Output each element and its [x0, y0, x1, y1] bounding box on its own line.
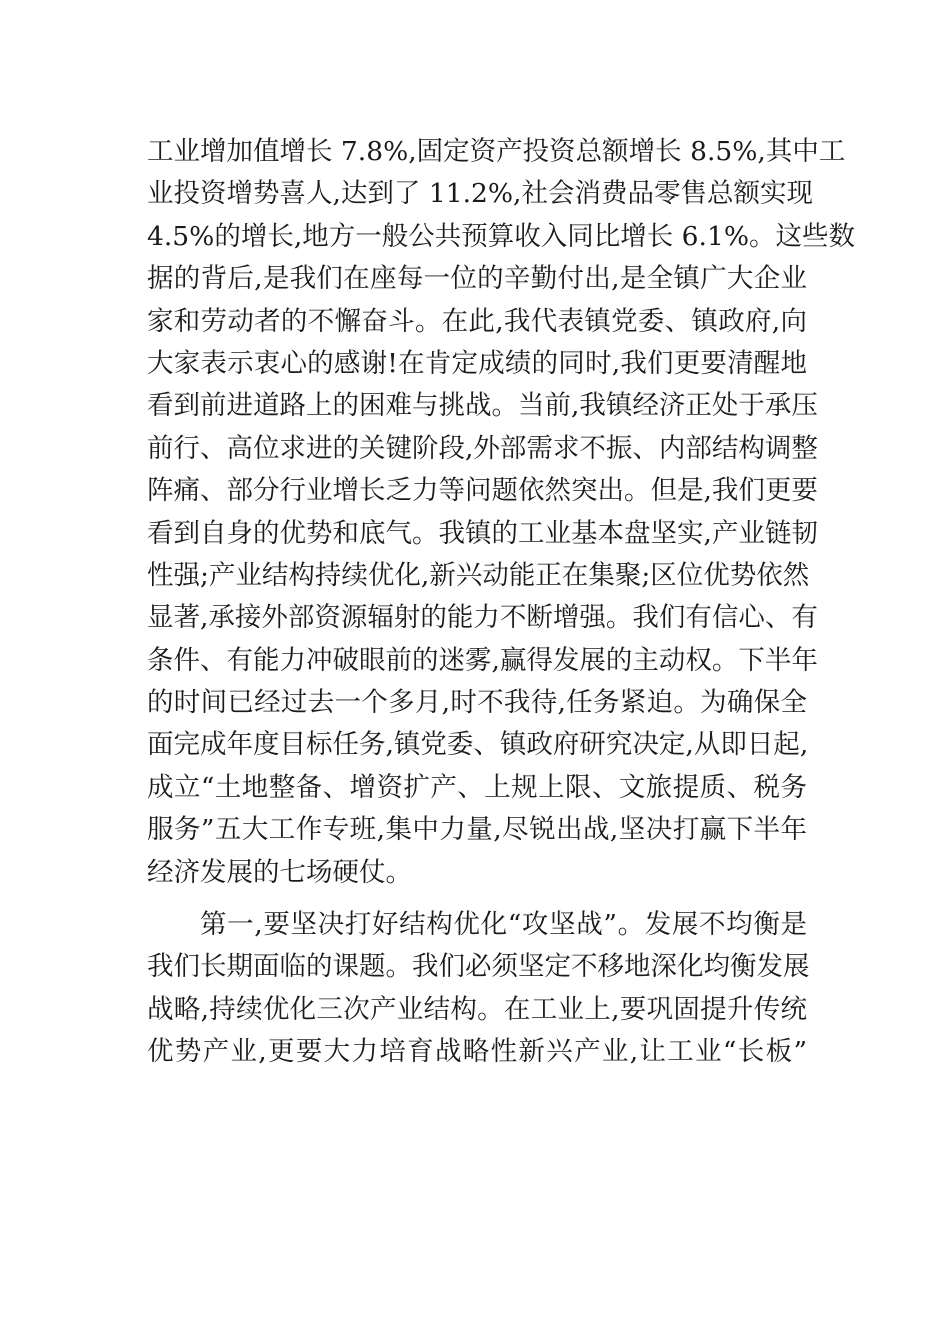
text-line: 看到前进道路上的困难与挑战。当前,我镇经济正处于承压: [147, 390, 818, 422]
text-line: 我们长期面临的课题。我们必须坚定不移地深化均衡发展: [147, 951, 810, 983]
text-line: 经济发展的七场硬仗。: [147, 856, 412, 888]
text-line: 性强;产业结构持续优化,新兴动能正在集聚;区位优势依然: [147, 559, 810, 591]
body-text: [147, 131, 855, 1074]
text-line: 业投资增势喜人,达到了 11.2%,社会消费品零售总额实现: [147, 178, 813, 210]
paragraph: [147, 904, 810, 1074]
text-line: 阵痛、部分行业增长乏力等问题依然突出。但是,我们更要: [147, 475, 818, 507]
text-line: 看到自身的优势和底气。我镇的工业基本盘坚实,产业链韧: [147, 517, 818, 549]
text-line: 面完成年度目标任务,镇党委、镇政府研究决定,从即日起,: [147, 729, 809, 761]
text-line: 条件、有能力冲破眼前的迷雾,赢得发展的主动权。下半年: [147, 644, 818, 676]
text-line: 成立“土地整备、增资扩产、上规上限、文旅提质、税务: [147, 771, 807, 803]
text-line: 战略,持续优化三次产业结构。在工业上,要巩固提升传统: [147, 993, 807, 1025]
paragraph-spacer: [147, 894, 807, 904]
text-line: 显著,承接外部资源辐射的能力不断增强。我们有信心、有: [147, 602, 818, 634]
text-line: 优势产业,更要大力培育战略性新兴产业,让工业“长板”: [147, 1036, 807, 1068]
text-line: 家和劳动者的不懈奋斗。在此,我代表镇党委、镇政府,向: [147, 305, 807, 337]
text-line: 据的背后,是我们在座每一位的辛勤付出,是全镇广大企业: [147, 263, 807, 295]
text-line: 服务”五大工作专班,集中力量,尽锐出战,坚决打赢下半年: [147, 814, 807, 846]
text-line: 工业增加值增长 7.8%,固定资产投资总额增长 8.5%,其中工: [147, 136, 846, 167]
text-line: 大家表示衷心的感谢!在肯定成绩的同时,我们更要清醒地: [147, 347, 807, 379]
text-line: 第一,要坚决打好结构优化“攻坚战”。发展不均衡是: [200, 909, 807, 941]
text-line: 的时间已经过去一个多月,时不我待,任务紧迫。为确保全: [147, 687, 807, 719]
paragraph: [147, 131, 855, 894]
text-line: 4.5%的增长,地方一般公共预算收入同比增长 6.1%。这些数: [147, 220, 855, 252]
text-line: 前行、高位求进的关键阶段,外部需求不振、内部结构调整: [147, 432, 818, 464]
